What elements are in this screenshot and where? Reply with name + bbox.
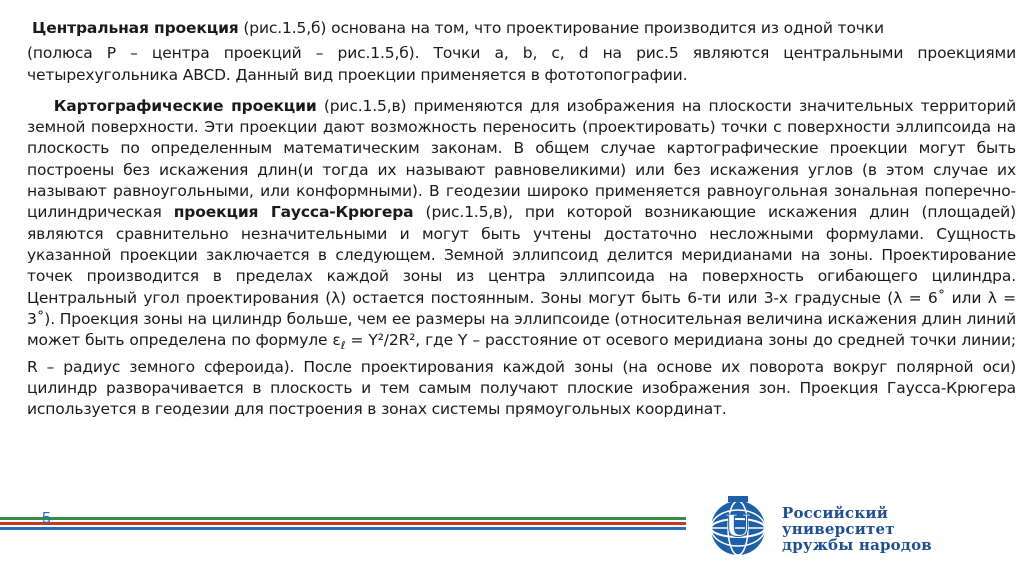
paragraph2-text-c: = Y²/2R², где Y – расстояние от осевого меридиана зоны до средней точки линии; R – радиус земного сфероида). После проектирования каждой зоны (на основе их поворота вокруг полярной оси) цилиндр разворачивается в плоскость и тем самым получают плоские изображения зон. Проекция Гаусса-Крюгера используется в геодезии для построения в зонах системы прямоугольных координат.	[27, 331, 1016, 419]
emblem-letter: U	[724, 509, 752, 544]
page-number: 5	[42, 510, 51, 527]
paragraph-central-projection	[27, 18, 1016, 39]
stripe-white-2	[0, 525, 686, 527]
term-central-projection: Центральная проекция	[32, 19, 239, 37]
paragraph2-text-a: (рис.1.5,в) применяются для изображения на плоскости значительных территорий земной поверхности. Эти проекции дают возможность переносить (проектировать) точки с поверхности эллипсоида на плоскость по определенным математическим законам. В общем случае картографические проекции могут быть построены без искажения длин(и тогда их называют равновеликими) или без искажения углов (в этом случае их называют равноугольными, или конформными). В геодезии широко применяется равноугольная зональная поперечно- цилиндрическая	[27, 96, 1016, 222]
paragraph1-text-b: (полюса P – центра проекций – рис.1.5,б). Точки a, b, c, d на рис.5 являются центральными проекциями четырехугольника ABCD. Данный вид проекции применяется в фототопографии.	[27, 44, 1016, 84]
paragraph-central-projection-continued	[27, 43, 1016, 86]
paragraph-cartographic-projections	[27, 96, 1016, 421]
university-name-line2: дружбы народов	[782, 536, 932, 554]
paragraph2-text-b: (рис.1.5,в), при которой возникающие искажения длин (площадей) являются сравнительно незначительными и могут быть учтены достаточно несложными формулами. Сущность указанной проекции заключается в следующем. Земной эллипсоид делится меридианами на зоны. Проектирование точек производится в пределах каждой зоны из центра эллипсоида на поверхность огибающего цилиндра. Центральный угол проектирования (λ) остается постоянным. Зоны могут быть 6-ти или 3-х градусные (λ = 6˚ или λ = 3˚). Проекция зоны на цилиндр больше, чем ее размеры на эллипсоиде (относительная величина искажения длин линий может быть определена по формуле ε	[27, 203, 1016, 350]
stripe-green	[0, 517, 686, 520]
university-logo	[706, 494, 996, 560]
paragraph1-text-a: (рис.1.5,б) основана на том, что проектирование производится из одной точки	[238, 19, 884, 37]
stripe-red	[0, 522, 686, 525]
footer-stripes	[0, 517, 686, 533]
formula-subscript: ℓ	[340, 339, 346, 353]
slide-content	[27, 18, 1016, 420]
stripe-white-1	[0, 520, 686, 522]
stripe-blue	[0, 527, 686, 530]
globe-emblem-icon	[706, 494, 770, 558]
university-name-line1: Российский университет	[782, 504, 895, 538]
term-gauss-kruger: проекция Гаусса-Крюгера	[173, 203, 414, 222]
term-cartographic-projections: Картографические проекции	[53, 96, 317, 115]
university-name	[782, 505, 996, 553]
